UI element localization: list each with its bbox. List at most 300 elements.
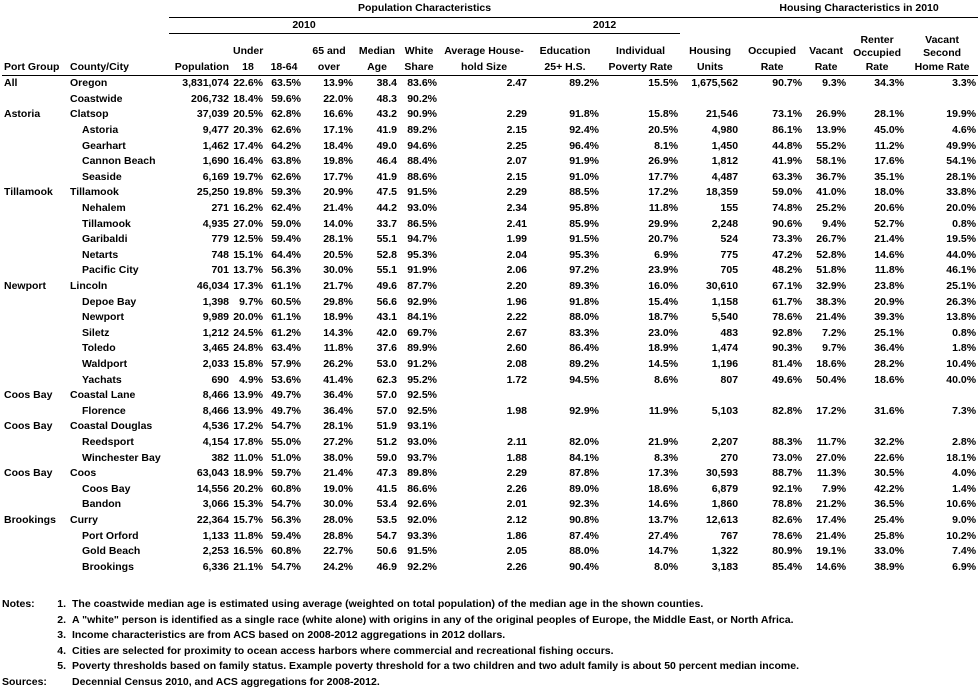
data-cell: 86.4%	[569, 342, 599, 355]
table-row	[2, 310, 978, 326]
data-cell	[529, 388, 601, 404]
data-cell	[906, 388, 978, 404]
data-cell: 90.4%	[569, 560, 599, 573]
city-name-cell: Gearhart	[82, 139, 126, 152]
data-cell: 52.7%	[874, 217, 905, 230]
data-cell: 11.8%	[648, 202, 679, 215]
col-18-64: 18-64	[265, 60, 303, 76]
data-cell	[601, 388, 680, 404]
data-cell: 16.5%	[233, 545, 263, 558]
port-group-cell	[2, 529, 68, 545]
col-median-age: Age	[355, 60, 399, 76]
data-cell: 36.4%	[874, 342, 905, 355]
data-cell: 23.9%	[648, 264, 679, 277]
data-cell: 91.8%	[569, 295, 599, 308]
data-cell: 36.5%	[874, 498, 905, 511]
data-cell: 21.4%	[816, 529, 847, 542]
data-cell: 22,364	[196, 513, 229, 526]
data-cell: 84.1%	[407, 311, 437, 324]
data-cell	[529, 92, 601, 108]
data-cell: 18.9%	[233, 467, 263, 480]
col-occupied-rate: Rate	[740, 60, 804, 76]
data-cell: 90.6%	[772, 217, 803, 230]
city-name-cell: Toledo	[82, 342, 116, 355]
data-cell: 705	[720, 264, 739, 277]
data-cell: 155	[720, 202, 739, 215]
city-name-cell: Waldport	[82, 357, 128, 370]
data-cell: 36.7%	[816, 170, 847, 183]
data-cell: 10.2%	[946, 529, 977, 542]
col-renter-rate: Rate	[848, 60, 906, 76]
data-cell: 61.2%	[271, 326, 301, 339]
city-name-cell: Yachats	[82, 373, 122, 386]
data-cell: 94.5%	[569, 373, 599, 386]
data-cell: 88.0%	[569, 311, 599, 324]
city-name-cell: Cannon Beach	[82, 155, 156, 168]
data-cell: 94.6%	[407, 139, 437, 152]
port-group-cell	[2, 92, 68, 108]
data-cell: 20.7%	[648, 233, 679, 246]
col-vacant2-top: Vacant Second	[923, 33, 962, 59]
notes-label	[2, 613, 46, 629]
data-cell: 92.3%	[569, 498, 599, 511]
table-row	[2, 497, 978, 513]
notes-section	[2, 597, 978, 691]
data-cell: 1.4%	[952, 482, 977, 495]
data-cell: 1,450	[711, 139, 739, 152]
data-cell: 6.9%	[654, 248, 679, 261]
data-cell: 82.6%	[772, 513, 803, 526]
data-cell: 57.0	[376, 404, 397, 417]
data-cell: 90.3%	[772, 342, 803, 355]
data-cell: 25.1%	[946, 280, 977, 292]
data-cell: 1,212	[202, 326, 229, 339]
table-row	[2, 185, 978, 201]
data-cell: 24.2%	[323, 560, 353, 573]
data-cell: 19.0%	[323, 482, 353, 495]
data-cell: 40.0%	[946, 373, 977, 386]
port-group-cell	[2, 482, 68, 498]
data-cell: 27.4%	[648, 529, 679, 542]
col-education: 25+ H.S.	[529, 60, 601, 76]
data-cell: 62.3	[376, 373, 397, 386]
data-cell: 206,732	[191, 92, 229, 105]
data-cell: 32.2%	[874, 435, 905, 448]
data-cell: 81.4%	[772, 357, 803, 370]
data-cell: 60.5%	[271, 295, 301, 308]
data-cell: 9,989	[202, 311, 229, 324]
data-cell: 92.9%	[407, 295, 437, 308]
data-cell: 17.1%	[323, 124, 353, 137]
data-cell: 13.9%	[323, 77, 353, 90]
data-cell: 92.9%	[569, 404, 599, 417]
data-cell: 83.6%	[407, 77, 437, 90]
data-cell	[529, 419, 601, 435]
data-cell: 8.0%	[654, 560, 679, 573]
data-cell: 87.8%	[569, 467, 599, 480]
data-cell: 11.7%	[816, 435, 847, 448]
data-cell: 271	[211, 202, 229, 215]
data-cell: 59.4%	[271, 233, 301, 246]
col-occupied-top: Occupied	[748, 45, 796, 58]
data-cell: 2.05	[506, 545, 527, 558]
data-cell: 2.25	[506, 139, 527, 152]
data-cell: 82.0%	[569, 435, 599, 448]
city-name-cell: Nehalem	[82, 202, 126, 215]
data-cell: 2,033	[202, 357, 229, 370]
data-cell: 88.7%	[772, 467, 803, 480]
data-cell: 25.2%	[816, 202, 847, 215]
data-cell: 1.99	[506, 233, 527, 246]
data-cell: 13.8%	[946, 311, 977, 324]
data-cell: 30.0%	[323, 498, 353, 511]
col-poverty-top: Individual	[616, 45, 666, 58]
notes-label	[2, 644, 46, 660]
data-cell: 6,336	[202, 560, 229, 573]
data-cell: 7.9%	[822, 482, 847, 495]
data-cell: 9.3%	[822, 77, 847, 90]
data-cell: 63.8%	[271, 155, 301, 168]
data-cell: 43.2	[376, 108, 397, 121]
data-cell: 41.5	[376, 482, 397, 495]
data-cell: 1,398	[202, 295, 229, 308]
data-cell: 20.6%	[874, 202, 905, 215]
table-row	[2, 92, 978, 108]
data-cell: 6.9%	[952, 560, 977, 573]
data-cell: 92.5%	[407, 389, 437, 402]
port-group-cell	[2, 201, 68, 217]
port-group-cell	[2, 123, 68, 139]
data-cell: 59.0	[376, 451, 397, 464]
data-cell: 16.0%	[648, 280, 679, 292]
sources-text: Decennial Census 2010, and ACS aggregations for 2008-2012.	[72, 675, 380, 688]
data-cell: 41.9	[376, 124, 397, 137]
data-cell: 2.11	[507, 435, 527, 448]
county-name-cell: Coos	[70, 467, 97, 480]
data-cell: 20.5%	[323, 248, 353, 261]
data-cell: 90.2%	[407, 92, 437, 105]
data-cell: 8.1%	[654, 139, 679, 152]
table-body	[2, 76, 978, 576]
col-county-city: County/City	[68, 60, 169, 76]
data-cell: 59.4%	[271, 529, 301, 542]
data-cell: 53.0	[376, 357, 397, 370]
data-cell: 37.6	[376, 342, 397, 355]
data-cell: 34.3%	[874, 77, 905, 90]
data-cell: 38.0%	[323, 451, 353, 464]
data-cell: 12.5%	[233, 233, 263, 246]
data-cell: 23.8%	[874, 280, 905, 292]
data-cell: 18.6%	[874, 373, 905, 386]
coastal-characteristics-table	[2, 1, 978, 575]
data-cell: 1,158	[711, 295, 739, 308]
county-name-cell: Clatsop	[70, 108, 109, 121]
city-name-cell: Seaside	[82, 170, 122, 183]
data-cell: 55.1	[376, 264, 397, 277]
data-cell: 86.6%	[407, 482, 437, 495]
data-cell: 2.29	[506, 467, 527, 480]
data-cell: 13.9%	[233, 389, 263, 402]
data-cell: 2.67	[506, 326, 527, 339]
data-cell: 28.0%	[323, 513, 353, 526]
col-vacant-top: Vacant	[809, 45, 843, 58]
port-group-cell	[2, 451, 68, 467]
data-cell: 96.4%	[569, 139, 599, 152]
col-white-top: White	[404, 45, 434, 58]
data-cell: 15.4%	[648, 295, 679, 308]
port-group-cell	[2, 373, 68, 389]
data-cell: 2.06	[506, 264, 527, 277]
data-cell: 44.8%	[772, 139, 803, 152]
data-cell: 73.3%	[772, 233, 803, 246]
data-cell: 15.8%	[648, 108, 679, 121]
data-cell: 26.9%	[816, 108, 847, 121]
data-cell: 41.4%	[323, 373, 353, 386]
data-cell: 13.9%	[816, 124, 847, 137]
data-cell: 4.6%	[952, 124, 977, 137]
data-cell: 1.72	[506, 373, 527, 386]
data-cell: 19.8%	[323, 155, 353, 168]
data-cell: 78.6%	[772, 529, 803, 542]
data-cell: 41.9%	[772, 155, 803, 168]
table-row	[2, 529, 978, 545]
data-cell: 21.4%	[323, 467, 353, 480]
note-text: Income characteristics are from ACS based on 2008-2012 aggregations in 2012 dollars.	[72, 629, 506, 642]
data-cell: 91.5%	[569, 233, 599, 246]
city-name-cell: Depoe Bay	[82, 295, 137, 308]
data-cell: 42.2%	[874, 482, 905, 495]
note-item	[2, 613, 978, 629]
data-cell: 14.6%	[874, 248, 905, 261]
data-cell: 45.0%	[874, 124, 905, 137]
data-cell: 18.0%	[874, 186, 905, 199]
note-number: 3.	[57, 629, 66, 642]
port-group-cell	[2, 170, 68, 186]
port-group-cell	[2, 232, 68, 248]
table-row	[2, 482, 978, 498]
data-cell: 31.6%	[874, 404, 905, 417]
data-cell: 25.4%	[874, 513, 905, 526]
data-cell: 22.7%	[323, 545, 353, 558]
data-cell: 88.6%	[407, 170, 437, 183]
table-row	[2, 326, 978, 342]
data-cell: 17.6%	[874, 155, 905, 168]
data-cell: 56.3%	[271, 513, 301, 526]
data-cell: 18,359	[705, 186, 739, 199]
data-cell: 57.9%	[271, 357, 301, 370]
data-cell: 10.6%	[946, 498, 977, 511]
data-cell: 16.2%	[233, 202, 263, 215]
data-cell: 51.2	[376, 435, 397, 448]
data-cell: 4,487	[711, 170, 739, 183]
data-cell: 2.29	[506, 108, 527, 121]
data-cell: 92.4%	[569, 124, 599, 137]
data-cell	[439, 92, 529, 108]
table-row	[2, 170, 978, 186]
data-cell: 11.9%	[648, 404, 679, 417]
data-cell: 11.0%	[233, 451, 263, 464]
col-poverty: Poverty Rate	[601, 60, 680, 76]
data-cell: 1,196	[711, 357, 739, 370]
note-text: The coastwide median age is estimated using average (weighted on total population) of the median age in the shown counties.	[72, 598, 704, 610]
data-cell: 47.5	[376, 186, 397, 199]
data-cell: 5,540	[711, 311, 739, 324]
data-cell: 73.1%	[772, 108, 803, 121]
data-cell: 19.7%	[233, 170, 263, 183]
data-cell: 1.88	[506, 451, 527, 464]
data-cell: 9,477	[202, 124, 229, 137]
table-row	[2, 107, 978, 123]
notes-label	[2, 659, 46, 675]
data-cell: 14.6%	[648, 498, 679, 511]
data-cell: 46,034	[196, 280, 229, 292]
data-cell: 55.1	[376, 233, 397, 246]
port-group-cell	[2, 139, 68, 155]
table-row	[2, 217, 978, 233]
data-cell: 22.6%	[233, 77, 263, 90]
data-cell: 41.0%	[816, 186, 847, 199]
data-cell: 21.7%	[323, 280, 353, 292]
note-text: Cities are selected for proximity to ocean access harbors where commercial and recreational fishing occurs.	[72, 644, 614, 657]
sources-line	[2, 675, 978, 691]
data-cell: 2.26	[506, 482, 527, 495]
data-cell: 44.2	[376, 202, 397, 215]
data-cell: 61.1%	[271, 280, 301, 292]
data-cell: 29.8%	[323, 295, 353, 308]
data-cell	[848, 388, 906, 404]
data-cell: 28.1%	[946, 170, 977, 183]
city-name-cell: Newport	[82, 311, 124, 324]
data-cell: 90.9%	[407, 108, 437, 121]
data-cell: 51.8%	[816, 264, 847, 277]
col-vacant-rate: Rate	[804, 60, 848, 76]
data-cell: 89.3%	[569, 280, 599, 292]
data-cell: 89.2%	[569, 357, 599, 370]
note-number: 4.	[57, 644, 66, 657]
col-population: Population	[169, 60, 231, 76]
data-cell: 748	[211, 248, 229, 261]
data-cell: 23.0%	[648, 326, 679, 339]
data-cell: 97.2%	[569, 264, 599, 277]
data-cell: 54.7%	[271, 420, 301, 433]
table-row	[2, 404, 978, 420]
notes-label: Notes:	[2, 598, 35, 610]
col-household-top: Average House-	[444, 45, 524, 58]
data-cell: 17.3%	[233, 280, 263, 292]
county-name-cell: Oregon	[70, 77, 108, 90]
data-cell: 3,183	[711, 560, 739, 573]
data-cell: 11.8%	[323, 342, 353, 355]
port-group-cell	[2, 341, 68, 357]
data-cell: 524	[720, 233, 739, 246]
port-group-cell	[2, 263, 68, 279]
data-cell: 62.8%	[271, 108, 301, 121]
data-cell: 2.08	[506, 357, 527, 370]
col-education-top: Education	[539, 45, 591, 58]
data-cell: 59.6%	[271, 92, 301, 105]
data-cell: 86.1%	[772, 124, 803, 137]
data-cell: 33.7	[376, 217, 397, 230]
data-cell: 2.47	[506, 77, 527, 90]
data-cell: 14.7%	[648, 545, 679, 558]
data-cell: 2.04	[506, 248, 527, 261]
table-row	[2, 263, 978, 279]
data-cell: 60.8%	[271, 482, 301, 495]
data-cell: 1,812	[711, 155, 739, 168]
data-cell: 36.4%	[323, 404, 353, 417]
county-name-cell: Coastwide	[70, 92, 123, 105]
data-cell: 35.1%	[874, 170, 905, 183]
county-name-cell: Lincoln	[70, 280, 108, 292]
data-cell: 8,466	[202, 404, 229, 417]
col-housing-units: Units	[680, 60, 740, 76]
table-row	[2, 466, 978, 482]
port-group-cell	[2, 544, 68, 560]
city-name-cell: Port Orford	[82, 529, 139, 542]
data-cell: 59.7%	[271, 467, 301, 480]
data-cell: 26.7%	[816, 233, 847, 246]
data-cell: 59.3%	[271, 186, 301, 199]
data-cell: 82.8%	[772, 404, 803, 417]
data-cell: 48.3	[376, 92, 397, 105]
data-cell: 93.0%	[407, 202, 437, 215]
col-housing-top: Housing	[689, 45, 732, 58]
data-cell: 30.5%	[874, 467, 905, 480]
data-cell: 54.7%	[271, 498, 301, 511]
data-cell: 73.0%	[772, 451, 803, 464]
city-name-cell: Coos Bay	[82, 482, 131, 495]
col-under18-top: Under	[233, 45, 264, 58]
data-cell: 2.01	[506, 498, 527, 511]
data-cell: 86.5%	[407, 217, 437, 230]
data-cell: 21.9%	[648, 435, 679, 448]
data-cell: 47.3	[376, 467, 397, 480]
data-cell: 17.4%	[816, 513, 847, 526]
data-cell: 63.5%	[271, 77, 301, 90]
col-under18: 18	[231, 60, 265, 76]
data-cell: 767	[720, 529, 739, 542]
table-row	[2, 139, 978, 155]
data-cell: 63,043	[196, 467, 229, 480]
data-cell: 2.8%	[952, 435, 977, 448]
data-cell: 22.0%	[323, 92, 353, 105]
data-cell: 701	[211, 264, 229, 277]
data-cell	[740, 92, 804, 108]
data-cell: 3,066	[202, 498, 229, 511]
city-name-cell: Gold Beach	[82, 545, 141, 558]
data-cell: 2.12	[506, 513, 527, 526]
data-cell: 20.5%	[233, 108, 263, 121]
data-cell	[740, 419, 804, 435]
data-cell: 62.6%	[271, 124, 301, 137]
data-cell: 49.0	[376, 139, 397, 152]
data-cell: 20.9%	[874, 295, 905, 308]
port-group-cell	[2, 248, 68, 264]
data-cell: 19.8%	[233, 186, 263, 199]
data-cell: 19.5%	[946, 233, 977, 246]
data-cell: 30,610	[705, 280, 739, 292]
data-cell: 4,536	[202, 420, 229, 433]
data-cell: 13.7%	[233, 264, 263, 277]
city-name-cell: Reedsport	[82, 435, 134, 448]
data-cell: 26.3%	[946, 295, 977, 308]
data-cell: 92.6%	[407, 498, 437, 511]
data-cell: 93.0%	[407, 435, 437, 448]
data-cell: 11.3%	[816, 467, 847, 480]
port-group-cell	[2, 560, 68, 576]
data-cell: 20.5%	[648, 124, 679, 137]
data-cell: 90.8%	[569, 513, 599, 526]
